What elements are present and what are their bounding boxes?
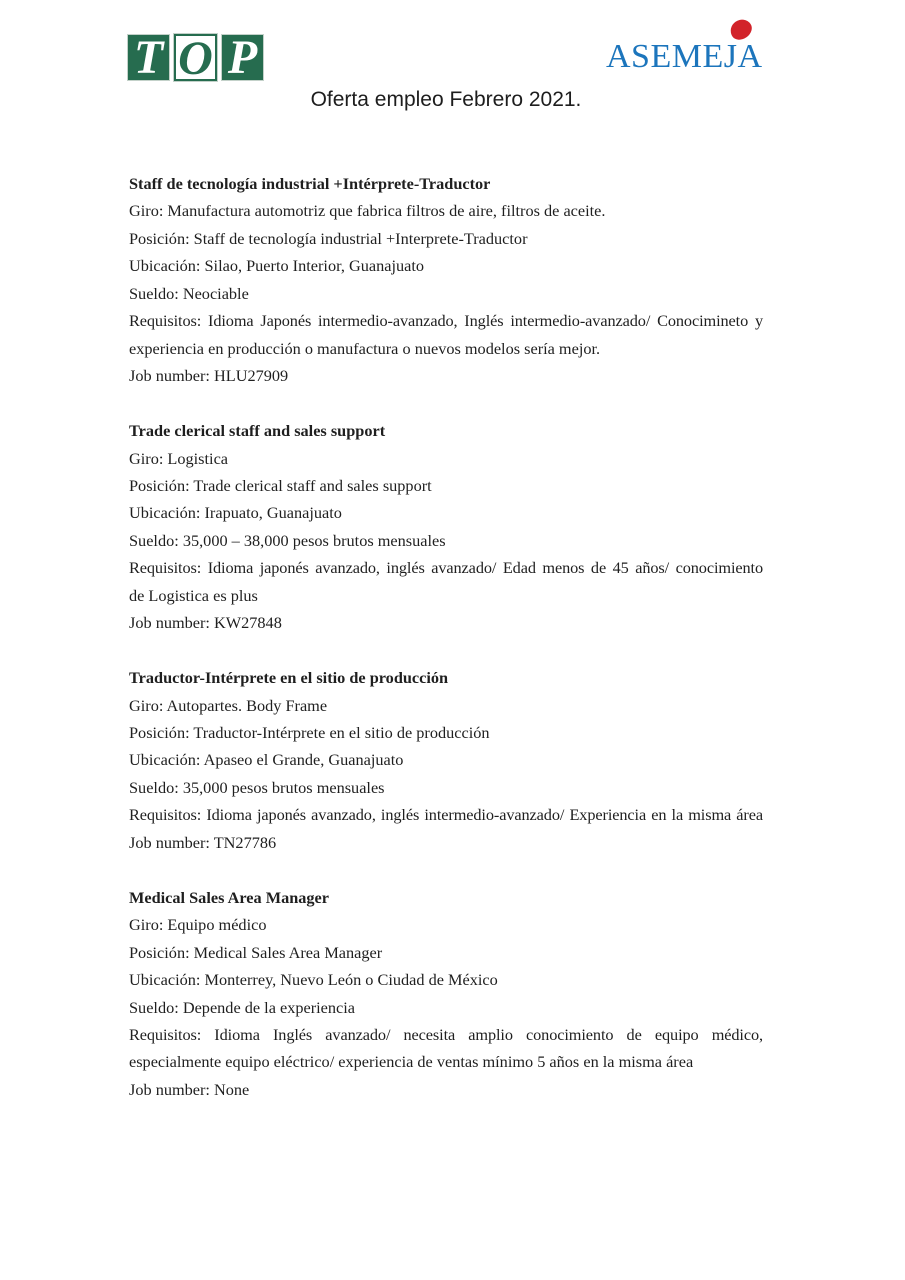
- job-title: Medical Sales Area Manager: [129, 887, 330, 907]
- page-title: Oferta empleo Febrero 2021.: [310, 88, 582, 111]
- requisitos-line: Requisitos: Idioma Japonés intermedio-avanzado, Inglés intermedio-avanzado/ Conocimineto y: [129, 311, 763, 331]
- job-section-2: [129, 417, 763, 637]
- job-title: Staff de tecnología industrial +Intérprete-Traductor: [129, 174, 491, 193]
- top-logo-letter-t: T: [127, 34, 170, 81]
- requisitos-line: Requisitos: Idioma Inglés avanzado/ necesita amplio conocimiento de equipo médico,: [129, 1025, 763, 1044]
- giro-line: Giro: Equipo médico: [129, 915, 267, 935]
- ubicacion-line: Ubicación: Irapuato, Guanajuato: [129, 503, 342, 523]
- posicion-line: Posición: Traductor-Intérprete en el sitio de producción: [129, 723, 490, 743]
- top-logo: [127, 31, 264, 85]
- job-number-line: Job number: KW27848: [129, 613, 282, 633]
- sueldo-line: Sueldo: Depende de la experiencia: [129, 997, 356, 1017]
- job-listings: [129, 170, 763, 1131]
- job-number-line: Job number: HLU27909: [129, 366, 289, 386]
- sueldo-line: Sueldo: 35,000 pesos brutos mensuales: [129, 777, 385, 797]
- posicion-line: Posición: Medical Sales Area Manager: [129, 942, 383, 962]
- sueldo-line: Sueldo: Neociable: [129, 283, 249, 303]
- job-number-line: Job number: None: [129, 1079, 250, 1099]
- giro-line: Giro: Manufactura automotriz que fabrica filtros de aire, filtros de aceite.: [129, 201, 606, 221]
- posicion-line: Posición: Trade clerical staff and sales support: [129, 475, 432, 495]
- requisitos-line: Requisitos: Idioma japonés avanzado, inglés intermedio-avanzado/ Experiencia en la misma área: [129, 805, 763, 825]
- job-section-3: [129, 664, 763, 856]
- job-section-1: [129, 170, 763, 390]
- ubicacion-line: Ubicación: Silao, Puerto Interior, Guanajuato: [129, 256, 425, 276]
- giro-line: Giro: Logistica: [129, 448, 229, 468]
- job-number-line: Job number: TN27786: [129, 832, 277, 852]
- requisitos-continuation-line: especialmente equipo eléctrico/ experiencia de ventas mínimo 5 años en la misma área: [129, 1052, 694, 1072]
- sueldo-line: Sueldo: 35,000 – 38,000 pesos brutos mensuales: [129, 530, 446, 550]
- job-title: Traductor-Intérprete en el sitio de producción: [129, 668, 449, 688]
- requisitos-continuation-line: experiencia en producción o manufactura o nuevos modelos sería mejor.: [129, 338, 601, 358]
- top-logo-letter-o: O: [174, 34, 217, 81]
- ubicacion-line: Ubicación: Monterrey, Nuevo León o Ciudad de México: [129, 970, 498, 990]
- requisitos-continuation-line: de Logistica es plus: [129, 585, 258, 605]
- top-logo-letter-p: P: [221, 34, 264, 81]
- job-section-4: [129, 884, 763, 1104]
- giro-line: Giro: Autopartes. Body Frame: [129, 695, 328, 715]
- requisitos-line: Requisitos: Idioma japonés avanzado, inglés avanzado/ Edad menos de 45 años/ conocimiento: [129, 558, 763, 578]
- job-title: Trade clerical staff and sales support: [129, 421, 386, 441]
- asemeja-logo-text: ASEMEJA: [606, 38, 763, 75]
- posicion-line: Posición: Staff de tecnología industrial +Interprete-Traductor: [129, 228, 528, 248]
- ubicacion-line: Ubicación: Apaseo el Grande, Guanajuato: [129, 750, 404, 770]
